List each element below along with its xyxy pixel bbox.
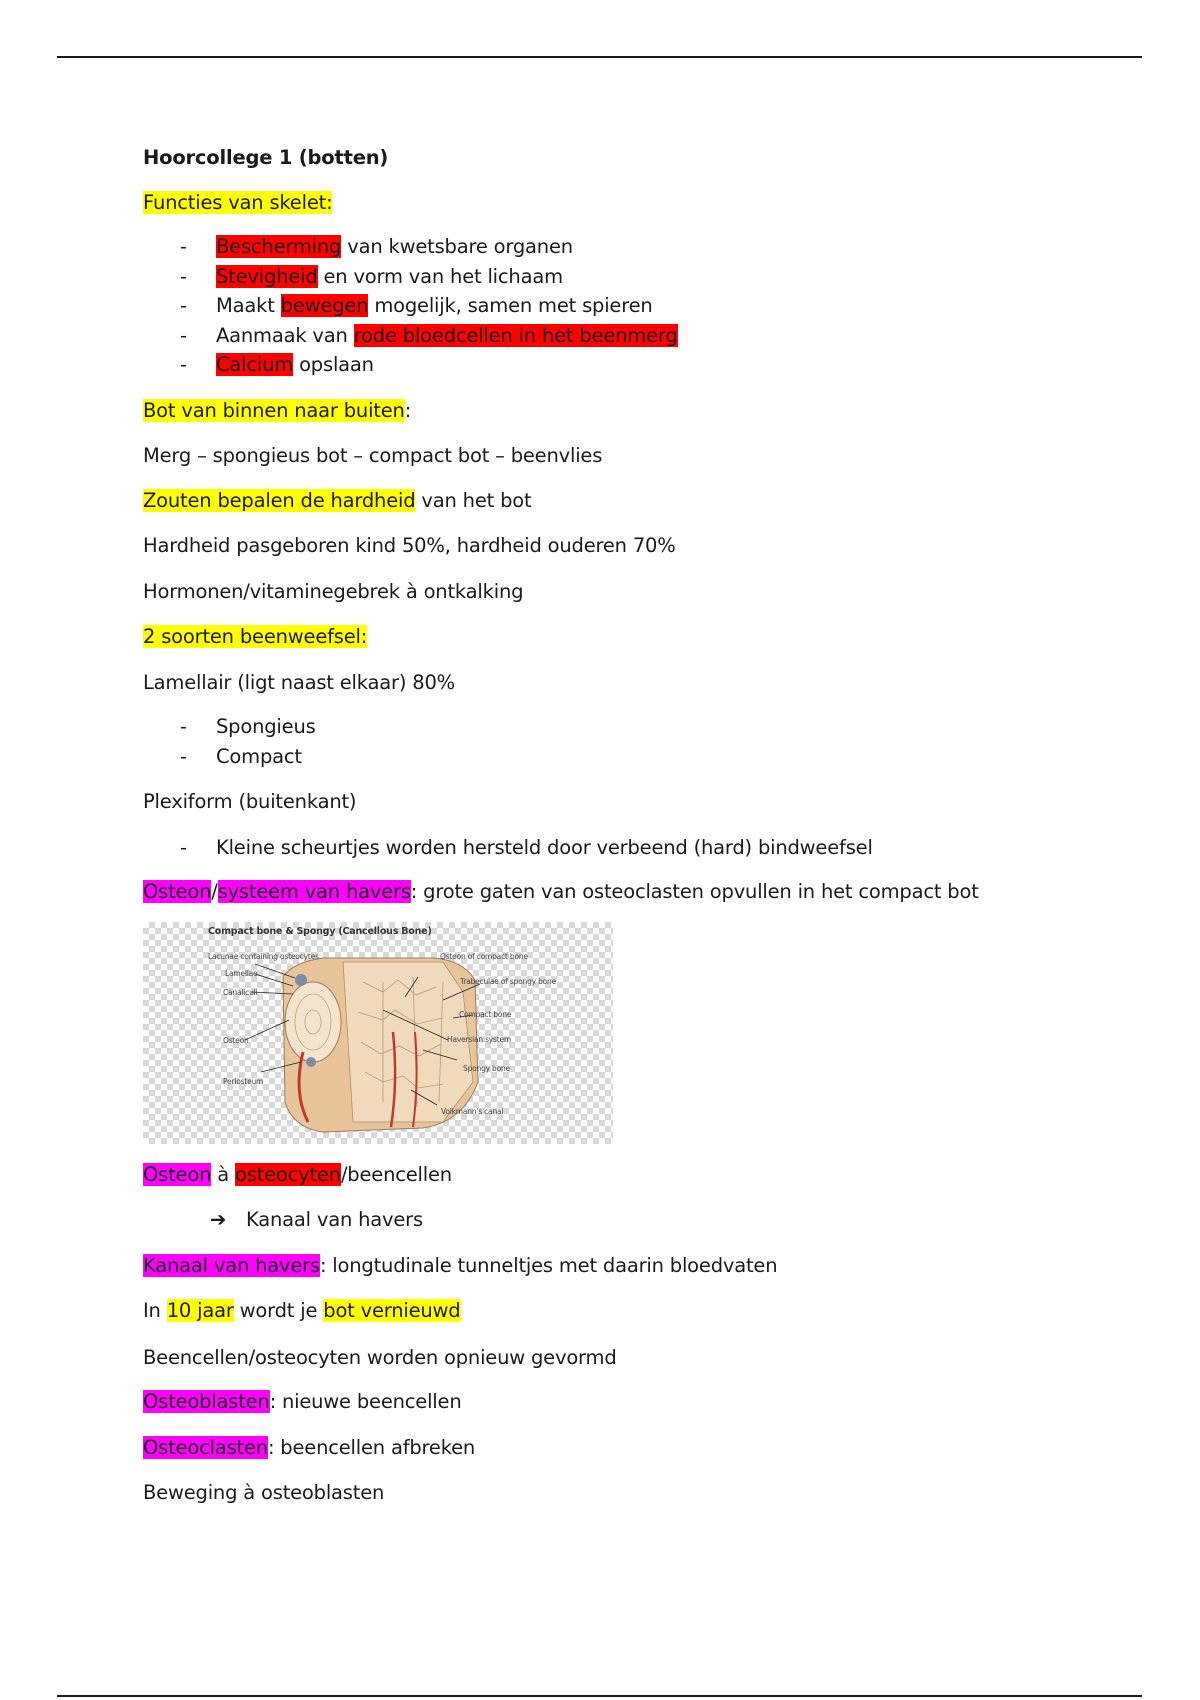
lamellar-line: Lamellair (ligt naast elkaar) 80% (143, 671, 455, 694)
salts-line: Zouten bepalen de hardheid van het bot (143, 489, 532, 512)
list-item: - Maakt bewegen mogelijk, samen met spieren (180, 294, 653, 317)
list-item: - Spongieus (180, 715, 316, 738)
figure-title: Compact bone & Spongy (Cancellous Bone) (208, 926, 432, 937)
osteoblasts-line: Osteoblasten: nieuwe beencellen (143, 1390, 462, 1413)
figure-label: Periosteum (223, 1077, 264, 1086)
tissue-heading: 2 soorten beenweefsel: (143, 625, 368, 648)
list-item: - Aanmaak van rode bloedcellen in het beenmerg (180, 324, 678, 347)
page-title: Hoorcollege 1 (botten) (143, 146, 389, 169)
hormones-line: Hormonen/vitaminegebrek à ontkalking (143, 580, 524, 603)
arrow-right-icon: ➔ (210, 1208, 227, 1231)
renewal-line: In 10 jaar wordt je bot vernieuwd (143, 1299, 461, 1322)
list-item: - Calcium opslaan (180, 353, 374, 376)
arrow-list-item: ➔ Kanaal van havers (210, 1208, 423, 1231)
footer-rule (57, 1695, 1142, 1697)
osteon-line: Osteon/systeem van havers: grote gaten van osteoclasten opvullen in het compact bot (143, 880, 979, 903)
canal-line: Kanaal van havers: longtudinale tunneltjes met daarin bloedvaten (143, 1254, 778, 1277)
figure-label: Spongy bone (463, 1064, 510, 1073)
layers-heading: Bot van binnen naar buiten: (143, 399, 412, 422)
figure-label: Canaliculi (223, 988, 258, 997)
figure-label: Lacunae containing osteocytes (208, 952, 319, 961)
figure-label: Trabeculae of spongy bone (460, 977, 557, 986)
figure-label: Compact bone (459, 1010, 512, 1019)
movement-line: Beweging à osteoblasten (143, 1481, 385, 1504)
bone-diagram-image (143, 922, 613, 1144)
functions-heading: Functies van skelet: (143, 191, 333, 214)
osteoclasts-line: Osteoclasten: beencellen afbreken (143, 1436, 476, 1459)
osteon-cells-line: Osteon à osteocyten/beencellen (143, 1163, 452, 1186)
figure-label: Volkmann's canal (441, 1107, 504, 1116)
figure-label: Lamellae (225, 969, 258, 978)
plexiform-line: Plexiform (buitenkant) (143, 790, 357, 813)
figure-label: Osteon of compact bone (440, 952, 528, 961)
hardness-line: Hardheid pasgeboren kind 50%, hardheid ouderen 70% (143, 534, 676, 557)
list-item: - Stevigheid en vorm van het lichaam (180, 265, 563, 288)
list-item: - Compact (180, 745, 302, 768)
list-item: - Bescherming van kwetsbare organen (180, 235, 573, 258)
figure-label: Osteon (223, 1036, 249, 1045)
header-rule (57, 56, 1142, 58)
figure-label: Haversian system (447, 1035, 512, 1044)
reform-line: Beencellen/osteocyten worden opnieuw gevormd (143, 1346, 617, 1369)
list-item: - Kleine scheurtjes worden hersteld door verbeend (hard) bindweefsel (180, 836, 873, 859)
layers-text: Merg – spongieus bot – compact bot – beenvlies (143, 444, 603, 467)
